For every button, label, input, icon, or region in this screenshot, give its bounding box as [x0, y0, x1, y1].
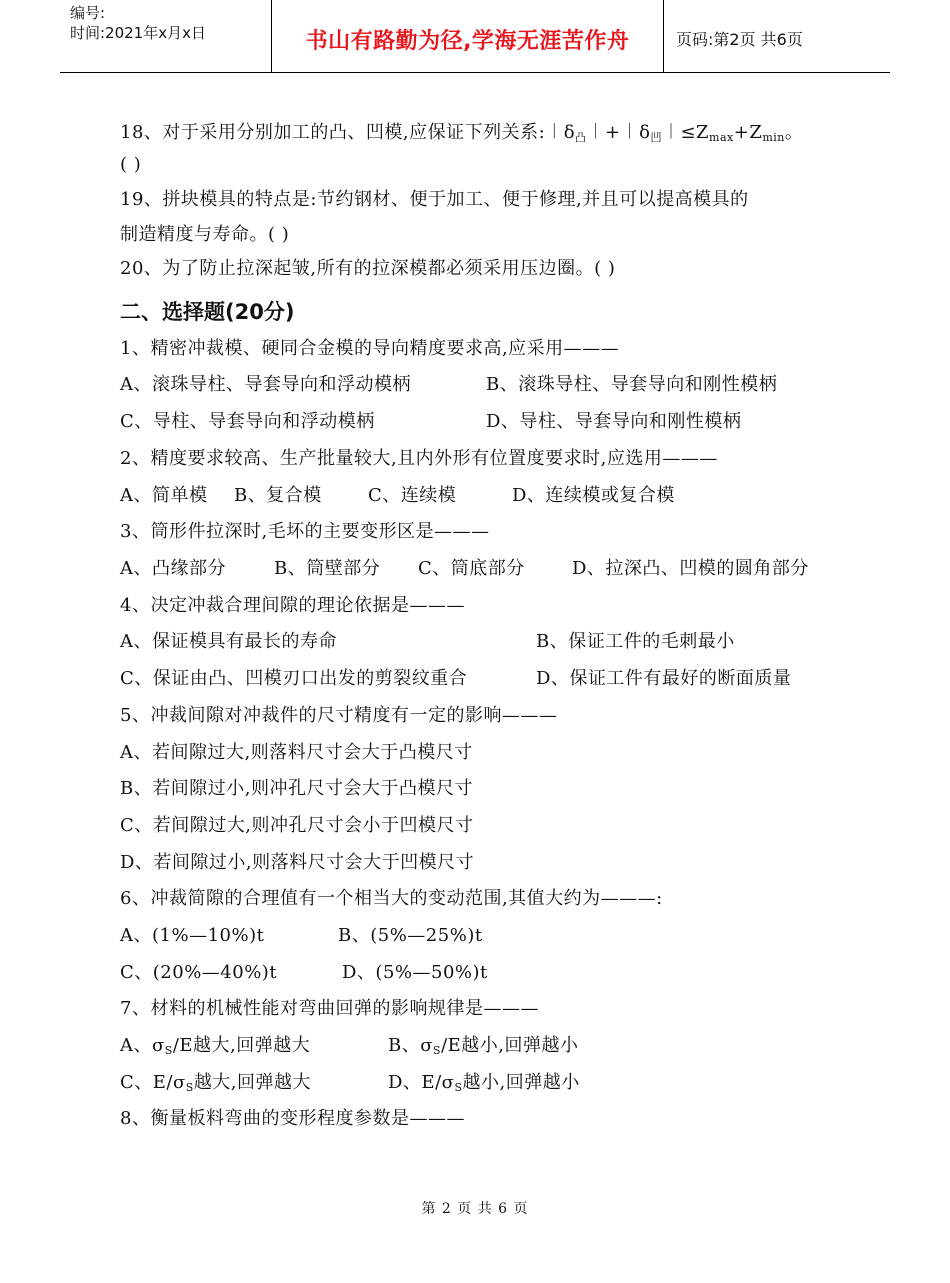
choice-5-option-a: A、若间隙过大,则落料尺寸会大于凸模尺寸: [120, 742, 473, 763]
choice-7-c-sub: S: [185, 1081, 194, 1094]
header-motto-cell: [272, 0, 664, 72]
choice-question-2: 2、精度要求较高、生产批量较大,且内外形有位置度要求时,应选用———: [120, 448, 718, 469]
choice-2-option-c: C、连续模: [368, 485, 457, 506]
choice-question-1: 1、精密冲裁模、硬同合金模的导向精度要求高,应采用———: [120, 338, 620, 359]
choice-6-option-a: A、(1%—10%)t: [120, 925, 265, 946]
question-18: [120, 121, 803, 150]
choice-7-option-c: [120, 1071, 311, 1100]
header-page-code: 页码:第2页 共6页: [676, 30, 803, 49]
header-page-cell: [664, 0, 890, 72]
choice-4-option-a: A、保证模具有最长的寿命: [120, 631, 337, 652]
choice-7-b-pre: B、σ: [388, 1035, 434, 1056]
choice-1-option-a: A、滚珠导柱、导套导向和浮动模柄: [120, 374, 411, 395]
choice-7-a-post: /E越大,回弹越大: [172, 1035, 311, 1056]
choice-7-a-sub: S: [164, 1044, 173, 1057]
page-footer: 第 2 页 共 6 页: [421, 1201, 529, 1217]
choice-7-d-sub: S: [454, 1081, 463, 1094]
header-meta-cell: [60, 0, 272, 72]
choice-4-option-b: B、保证工件的毛刺最小: [536, 631, 735, 652]
choice-5-option-d: D、若间隙过小,则落料尺寸会大于凹模尺寸: [120, 852, 475, 873]
choice-5-option-c: C、若间隙过大,则冲孔尺寸会小于凹模尺寸: [120, 815, 474, 836]
choice-question-3: 3、筒形件拉深时,毛坏的主要变形区是———: [120, 521, 490, 542]
question-19: 19、拼块模具的特点是:节约钢材、便于加工、便于修理,并且可以提高模具的: [120, 189, 749, 210]
q18-text-e: 。: [784, 122, 804, 143]
choice-4-option-d: D、保证工件有最好的断面质量: [536, 668, 792, 689]
question-18-answer: ( ): [120, 154, 142, 175]
choice-3-option-a: A、凸缘部分: [120, 558, 226, 579]
page-header: [60, 0, 890, 73]
doc-date-label: 时间:2021年x月x日: [70, 24, 206, 42]
choice-2-option-a: A、简单模: [120, 485, 208, 506]
choice-6-option-c: C、(20%—40%)t: [120, 962, 278, 983]
section-2-title: 二、选择题(20分): [120, 300, 295, 324]
choice-1-option-c: C、导柱、导套导向和浮动模柄: [120, 411, 375, 432]
q18-text-b: ︱+︱δ: [586, 122, 651, 143]
q18-text-d: +Z: [733, 122, 763, 143]
choice-2-option-d: D、连续模或复合模: [512, 485, 675, 506]
q18-sub-max: max: [709, 131, 734, 144]
choice-1-option-d: D、导柱、导套导向和刚性模柄: [486, 411, 742, 432]
choice-3-option-b: B、筒壁部分: [274, 558, 381, 579]
choice-7-a-pre: A、σ: [120, 1035, 165, 1056]
q18-text-c: ︱≤Z: [661, 122, 710, 143]
question-20: 20、为了防止拉深起皱,所有的拉深模都必须采用压边圈。( ): [120, 258, 616, 279]
choice-7-d-post: 越小,回弹越小: [462, 1072, 580, 1093]
choice-6-option-d: D、(5%—50%)t: [342, 962, 488, 983]
choice-4-option-c: C、保证由凸、凹模刃口出发的剪裂纹重合: [120, 668, 468, 689]
choice-2-option-b: B、复合模: [234, 485, 322, 506]
choice-question-4: 4、决定冲裁合理间隙的理论依据是———: [120, 595, 465, 616]
q18-text-a: 18、对于采用分别加工的凸、凹模,应保证下列关系:︱δ: [120, 122, 576, 143]
q18-sub-min: min: [762, 131, 785, 144]
choice-3-option-c: C、筒底部分: [418, 558, 525, 579]
choice-5-option-b: B、若间隙过小,则冲孔尺寸会大于凸模尺寸: [120, 778, 473, 799]
header-motto: 书山有路勤为径,学海无涯苦作舟: [305, 29, 630, 54]
choice-question-7: 7、材料的机械性能对弯曲回弹的影响规律是———: [120, 998, 539, 1019]
choice-6-option-b: B、(5%—25%)t: [338, 925, 483, 946]
question-19-cont: 制造精度与寿命。( ): [120, 224, 290, 245]
choice-question-5: 5、冲裁间隙对冲裁件的尺寸精度有一定的影响———: [120, 705, 558, 726]
doc-number-label: 编号:: [70, 4, 106, 22]
choice-1-option-b: B、滚珠导柱、导套导向和刚性模柄: [486, 374, 778, 395]
choice-7-d-pre: D、E/σ: [388, 1072, 455, 1093]
choice-7-b-sub: S: [433, 1044, 442, 1057]
choice-question-8: 8、衡量板料弯曲的变形程度参数是———: [120, 1108, 465, 1129]
q18-sub-punch: 凸: [575, 131, 587, 144]
choice-7-c-post: 越大,回弹越大: [193, 1072, 312, 1093]
choice-7-b-post: /E越小,回弹越小: [441, 1035, 579, 1056]
q18-sub-die: 凹: [650, 131, 662, 144]
choice-question-6: 6、冲裁简隙的合理值有一个相当大的变动范围,其值大约为———:: [120, 888, 663, 909]
choice-3-option-d: D、拉深凸、凹模的圆角部分: [572, 558, 809, 579]
choice-7-option-d: [388, 1071, 580, 1100]
choice-7-option-a: [120, 1034, 310, 1063]
choice-7-c-pre: C、E/σ: [120, 1072, 186, 1093]
choice-7-option-b: [388, 1034, 579, 1063]
